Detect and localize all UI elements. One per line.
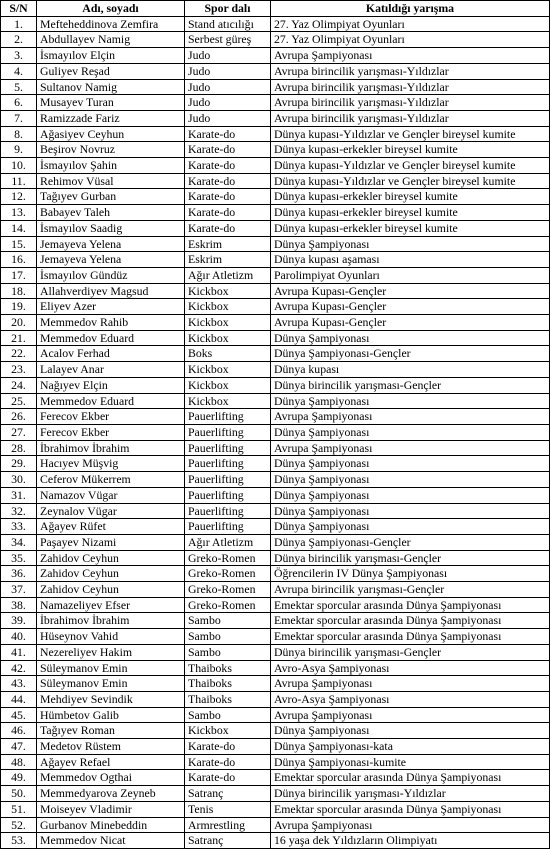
cell-serial-number: 29. — [1, 456, 37, 472]
cell-sport: Armrestling — [185, 817, 271, 833]
cell-sport: Karate-do — [185, 189, 271, 205]
cell-name-surname: Memmedov Eduard — [37, 330, 185, 346]
cell-name-surname: Babayev Taleh — [37, 205, 185, 221]
cell-name-surname: İsmayılov Şahin — [37, 158, 185, 174]
table-row — [1, 283, 550, 299]
table-row — [1, 582, 550, 598]
cell-sport: Thaiboks — [185, 676, 271, 692]
cell-competition: Avrupa Şampiyonası — [271, 676, 550, 692]
cell-competition: Dünya kupası-erkekler bireysel kumite — [271, 205, 550, 221]
cell-competition: Avro-Asya Şampiyonası — [271, 660, 550, 676]
table-row — [1, 16, 550, 32]
cell-name-surname: Ağasiyev Ceyhun — [37, 126, 185, 142]
table-row — [1, 519, 550, 535]
cell-competition: Dünya kupası-Yıldızlar ve Gençler bireysel kumite — [271, 158, 550, 174]
cell-serial-number: 36. — [1, 566, 37, 582]
cell-sport: Greko-Romen — [185, 582, 271, 598]
table-row — [1, 786, 550, 802]
cell-sport: Pauerlifting — [185, 456, 271, 472]
table-row — [1, 691, 550, 707]
cell-name-surname: Musayev Turan — [37, 95, 185, 111]
header-serial-number: S/N — [1, 1, 37, 17]
cell-name-surname: Jemayeva Yelena — [37, 236, 185, 252]
table-row — [1, 597, 550, 613]
cell-competition: Dünya Şampiyonası-kata — [271, 739, 550, 755]
cell-sport: Pauerlifting — [185, 424, 271, 440]
cell-serial-number: 6. — [1, 95, 37, 111]
cell-name-surname: Süleymanov Emin — [37, 660, 185, 676]
cell-sport: Karate-do — [185, 770, 271, 786]
cell-competition: Avrupa birincilik yarışması-Yıldızlar — [271, 110, 550, 126]
cell-sport: Pauerlifting — [185, 487, 271, 503]
cell-name-surname: Tağıyev Gurban — [37, 189, 185, 205]
cell-sport: Karate-do — [185, 220, 271, 236]
table-row — [1, 833, 550, 849]
cell-sport: Kickbox — [185, 723, 271, 739]
cell-serial-number: 10. — [1, 158, 37, 174]
cell-serial-number: 19. — [1, 299, 37, 315]
cell-competition: Avrupa Kupası-Gençler — [271, 283, 550, 299]
table-row — [1, 267, 550, 283]
cell-name-surname: Moiseyev Vladimir — [37, 801, 185, 817]
cell-competition: Dünya Şampiyonası — [271, 519, 550, 535]
cell-serial-number: 40. — [1, 629, 37, 645]
cell-sport: Serbest güreş — [185, 32, 271, 48]
cell-name-surname: İsmayılov Elçin — [37, 48, 185, 64]
cell-serial-number: 15. — [1, 236, 37, 252]
cell-serial-number: 18. — [1, 283, 37, 299]
cell-serial-number: 7. — [1, 110, 37, 126]
cell-sport: Kickbox — [185, 330, 271, 346]
cell-sport: Sambo — [185, 644, 271, 660]
header-competition: Katıldığı yarışma — [271, 1, 550, 17]
table-row — [1, 613, 550, 629]
cell-sport: Pauerlifting — [185, 409, 271, 425]
cell-sport: Pauerlifting — [185, 519, 271, 535]
cell-serial-number: 49. — [1, 770, 37, 786]
cell-competition: Dünya kupası-erkekler bireysel kumite — [271, 142, 550, 158]
table-row — [1, 644, 550, 660]
cell-name-surname: Ferecov Ekber — [37, 409, 185, 425]
table-row — [1, 346, 550, 362]
cell-name-surname: Allahverdiyev Magsud — [37, 283, 185, 299]
cell-name-surname: Hacıyev Müşvig — [37, 456, 185, 472]
cell-sport: Sambo — [185, 613, 271, 629]
cell-sport: Stand atıcılığı — [185, 16, 271, 32]
cell-name-surname: Guliyev Reşad — [37, 63, 185, 79]
table-row — [1, 566, 550, 582]
cell-serial-number: 21. — [1, 330, 37, 346]
table-row — [1, 440, 550, 456]
cell-sport: Sambo — [185, 629, 271, 645]
cell-serial-number: 28. — [1, 440, 37, 456]
cell-competition: Avrupa Şampiyonası — [271, 440, 550, 456]
cell-competition: Emektar sporcular arasında Dünya Şampiyonası — [271, 770, 550, 786]
table-row — [1, 126, 550, 142]
cell-competition: Dünya kupası-erkekler bireysel kumite — [271, 220, 550, 236]
cell-competition: Dünya kupası-Yıldızlar ve Gençler bireysel kumite — [271, 126, 550, 142]
cell-name-surname: Zeynalov Vügar — [37, 503, 185, 519]
cell-serial-number: 25. — [1, 393, 37, 409]
table-row — [1, 754, 550, 770]
cell-serial-number: 2. — [1, 32, 37, 48]
table-row — [1, 723, 550, 739]
table-row — [1, 801, 550, 817]
table-row — [1, 299, 550, 315]
cell-serial-number: 24. — [1, 377, 37, 393]
table-row — [1, 739, 550, 755]
cell-name-surname: Memmedov Rahib — [37, 315, 185, 331]
cell-sport: Karate-do — [185, 205, 271, 221]
table-row — [1, 189, 550, 205]
cell-sport: Judo — [185, 110, 271, 126]
cell-sport: Judo — [185, 48, 271, 64]
cell-sport: Kickbox — [185, 377, 271, 393]
cell-name-surname: Ramizzade Fariz — [37, 110, 185, 126]
cell-serial-number: 46. — [1, 723, 37, 739]
cell-name-surname: İsmayılov Saadig — [37, 220, 185, 236]
cell-competition: Dünya Şampiyonası — [271, 723, 550, 739]
cell-competition: 27. Yaz Olimpiyat Oyunları — [271, 32, 550, 48]
table-body — [1, 16, 550, 848]
table-row — [1, 330, 550, 346]
cell-name-surname: Abdullayev Namig — [37, 32, 185, 48]
cell-competition: Avrupa Şampiyonası — [271, 707, 550, 723]
cell-serial-number: 52. — [1, 817, 37, 833]
cell-competition: Dünya birincilik yarışması-Gençler — [271, 550, 550, 566]
cell-name-surname: Nağıyev Elçin — [37, 377, 185, 393]
cell-competition: Dünya birincilik yarışması-Yıldızlar — [271, 786, 550, 802]
cell-sport: Thaiboks — [185, 660, 271, 676]
cell-competition: Dünya Şampiyonası — [271, 472, 550, 488]
cell-name-surname: Memmedov Nicat — [37, 833, 185, 849]
table-row — [1, 707, 550, 723]
cell-serial-number: 47. — [1, 739, 37, 755]
table-row — [1, 472, 550, 488]
table-row — [1, 205, 550, 221]
cell-sport: Boks — [185, 346, 271, 362]
cell-name-surname: Medetov Rüstem — [37, 739, 185, 755]
cell-competition: 27. Yaz Olimpiyat Oyunları — [271, 16, 550, 32]
cell-serial-number: 11. — [1, 173, 37, 189]
table-row — [1, 48, 550, 64]
cell-name-surname: Zahidov Ceyhun — [37, 582, 185, 598]
cell-competition: Avrupa birincilik yarışması-Yıldızlar — [271, 95, 550, 111]
cell-name-surname: İbrahimov İbrahim — [37, 613, 185, 629]
cell-sport: Judo — [185, 95, 271, 111]
cell-serial-number: 41. — [1, 644, 37, 660]
cell-serial-number: 14. — [1, 220, 37, 236]
cell-sport: Thaiboks — [185, 691, 271, 707]
cell-sport: Satranç — [185, 786, 271, 802]
cell-serial-number: 38. — [1, 597, 37, 613]
cell-name-surname: Lalayev Anar — [37, 362, 185, 378]
table-row — [1, 95, 550, 111]
cell-serial-number: 12. — [1, 189, 37, 205]
cell-name-surname: Paşayev Nizami — [37, 534, 185, 550]
cell-sport: Kickbox — [185, 283, 271, 299]
cell-name-surname: Eliyev Azer — [37, 299, 185, 315]
cell-competition: Dünya kupası-Yıldızlar ve Gençler bireysel kumite — [271, 173, 550, 189]
cell-competition: 16 yaşa dek Yıldızların Olimpiyatı — [271, 833, 550, 849]
cell-sport: Kickbox — [185, 299, 271, 315]
cell-sport: Sambo — [185, 707, 271, 723]
cell-sport: Kickbox — [185, 362, 271, 378]
cell-sport: Karate-do — [185, 158, 271, 174]
cell-name-surname: Ağayev Refael — [37, 754, 185, 770]
cell-competition: Emektar sporcular arasında Dünya Şampiyonası — [271, 597, 550, 613]
cell-name-surname: Jemayeva Yelena — [37, 252, 185, 268]
table-row — [1, 220, 550, 236]
header-row — [1, 1, 550, 17]
cell-serial-number: 27. — [1, 424, 37, 440]
table-row — [1, 362, 550, 378]
cell-serial-number: 9. — [1, 142, 37, 158]
cell-name-surname: Nezereliyev Hakim — [37, 644, 185, 660]
table-row — [1, 817, 550, 833]
cell-name-surname: Hümbetov Galib — [37, 707, 185, 723]
cell-sport: Satranç — [185, 833, 271, 849]
cell-serial-number: 17. — [1, 267, 37, 283]
cell-sport: Karate-do — [185, 754, 271, 770]
cell-name-surname: İbrahimov İbrahim — [37, 440, 185, 456]
cell-serial-number: 37. — [1, 582, 37, 598]
header-sport: Spor dalı — [185, 1, 271, 17]
cell-name-surname: Zahidov Ceyhun — [37, 566, 185, 582]
cell-sport: Greko-Romen — [185, 550, 271, 566]
cell-serial-number: 3. — [1, 48, 37, 64]
cell-competition: Dünya Şampiyonası-Gençler — [271, 534, 550, 550]
cell-competition: Avro-Asya Şampiyonası — [271, 691, 550, 707]
cell-serial-number: 33. — [1, 519, 37, 535]
table-row — [1, 629, 550, 645]
cell-name-surname: Ağayev Rüfet — [37, 519, 185, 535]
cell-serial-number: 5. — [1, 79, 37, 95]
cell-competition: Avrupa Kupası-Gençler — [271, 315, 550, 331]
table-row — [1, 252, 550, 268]
cell-sport: Karate-do — [185, 142, 271, 158]
cell-sport: Ağır Atletizm — [185, 534, 271, 550]
cell-competition: Parolimpiyat Oyunları — [271, 267, 550, 283]
cell-sport: Karate-do — [185, 126, 271, 142]
cell-name-surname: Beşirov Novruz — [37, 142, 185, 158]
cell-competition: Dünya birincilik yarışması-Gençler — [271, 644, 550, 660]
table-header — [1, 1, 550, 17]
cell-serial-number: 53. — [1, 833, 37, 849]
table-row — [1, 503, 550, 519]
cell-sport: Pauerlifting — [185, 440, 271, 456]
cell-serial-number: 31. — [1, 487, 37, 503]
table-row — [1, 236, 550, 252]
cell-sport: Kickbox — [185, 393, 271, 409]
cell-name-surname: Memmedov Eduard — [37, 393, 185, 409]
cell-competition: Avrupa Şampiyonası — [271, 48, 550, 64]
cell-competition: Avrupa birincilik yarışması-Gençler — [271, 582, 550, 598]
cell-name-surname: Ferecov Ekber — [37, 424, 185, 440]
cell-name-surname: Mehdiyev Sevindik — [37, 691, 185, 707]
cell-sport: Greko-Romen — [185, 566, 271, 582]
cell-competition: Dünya kupası aşaması — [271, 252, 550, 268]
cell-serial-number: 23. — [1, 362, 37, 378]
cell-competition: Dünya Şampiyonası — [271, 487, 550, 503]
cell-serial-number: 30. — [1, 472, 37, 488]
cell-name-surname: Memmedyarova Zeyneb — [37, 786, 185, 802]
table-row — [1, 456, 550, 472]
table-row — [1, 424, 550, 440]
cell-sport: Judo — [185, 79, 271, 95]
cell-name-surname: Namazeliyev Efser — [37, 597, 185, 613]
cell-sport: Pauerlifting — [185, 472, 271, 488]
table-row — [1, 676, 550, 692]
cell-serial-number: 20. — [1, 315, 37, 331]
cell-serial-number: 22. — [1, 346, 37, 362]
cell-serial-number: 42. — [1, 660, 37, 676]
cell-name-surname: Süleymanov Emin — [37, 676, 185, 692]
cell-sport: Greko-Romen — [185, 597, 271, 613]
cell-sport: Ağır Atletizm — [185, 267, 271, 283]
cell-sport: Karate-do — [185, 739, 271, 755]
cell-name-surname: Mefteheddinova Zemfira — [37, 16, 185, 32]
cell-serial-number: 51. — [1, 801, 37, 817]
cell-competition: Avrupa Kupası-Gençler — [271, 299, 550, 315]
cell-serial-number: 34. — [1, 534, 37, 550]
cell-sport: Judo — [185, 63, 271, 79]
cell-serial-number: 1. — [1, 16, 37, 32]
cell-competition: Avrupa Şampiyonası — [271, 409, 550, 425]
cell-competition: Dünya Şampiyonası — [271, 456, 550, 472]
cell-name-surname: İsmayılov Gündüz — [37, 267, 185, 283]
cell-competition: Öğrencilerin IV Dünya Şampiyonası — [271, 566, 550, 582]
cell-serial-number: 13. — [1, 205, 37, 221]
cell-competition: Dünya Şampiyonası — [271, 503, 550, 519]
cell-serial-number: 35. — [1, 550, 37, 566]
cell-sport: Kickbox — [185, 315, 271, 331]
cell-competition: Emektar sporcular arasında Dünya Şampiyonası — [271, 801, 550, 817]
table-row — [1, 770, 550, 786]
cell-competition: Dünya Şampiyonası — [271, 330, 550, 346]
cell-competition: Emektar sporcular arasında Dünya Şampiyonası — [271, 629, 550, 645]
cell-serial-number: 45. — [1, 707, 37, 723]
cell-name-surname: Acalov Ferhad — [37, 346, 185, 362]
table-row — [1, 173, 550, 189]
cell-sport: Pauerlifting — [185, 503, 271, 519]
cell-serial-number: 44. — [1, 691, 37, 707]
cell-name-surname: Rehimov Vüsal — [37, 173, 185, 189]
cell-competition: Dünya Şampiyonası — [271, 236, 550, 252]
table-row — [1, 110, 550, 126]
cell-name-surname: Sultanov Namig — [37, 79, 185, 95]
cell-competition: Dünya kupası-erkekler bireysel kumite — [271, 189, 550, 205]
cell-serial-number: 32. — [1, 503, 37, 519]
cell-competition: Dünya Şampiyonası — [271, 393, 550, 409]
cell-serial-number: 43. — [1, 676, 37, 692]
cell-name-surname: Zahidov Ceyhun — [37, 550, 185, 566]
cell-sport: Eskrim — [185, 236, 271, 252]
cell-serial-number: 50. — [1, 786, 37, 802]
table-row — [1, 393, 550, 409]
table-row — [1, 409, 550, 425]
cell-sport: Tenis — [185, 801, 271, 817]
header-name-surname: Adı, soyadı — [37, 1, 185, 17]
cell-name-surname: Gurbanov Minebeddin — [37, 817, 185, 833]
cell-serial-number: 8. — [1, 126, 37, 142]
table-row — [1, 550, 550, 566]
table-row — [1, 32, 550, 48]
table-row — [1, 315, 550, 331]
cell-name-surname: Hüseynov Vahid — [37, 629, 185, 645]
cell-name-surname: Ceferov Mükerrem — [37, 472, 185, 488]
table-row — [1, 487, 550, 503]
table-row — [1, 377, 550, 393]
cell-competition: Dünya birincilik yarışması-Gençler — [271, 377, 550, 393]
table-row — [1, 660, 550, 676]
cell-name-surname: Namazov Vügar — [37, 487, 185, 503]
cell-name-surname: Tağıyev Roman — [37, 723, 185, 739]
cell-competition: Dünya Şampiyonası — [271, 424, 550, 440]
cell-competition: Avrupa birincilik yarışması-Yıldızlar — [271, 79, 550, 95]
cell-serial-number: 39. — [1, 613, 37, 629]
cell-serial-number: 26. — [1, 409, 37, 425]
cell-competition: Dünya kupası — [271, 362, 550, 378]
cell-serial-number: 16. — [1, 252, 37, 268]
table-row — [1, 142, 550, 158]
cell-competition: Avrupa birincilik yarışması-Yıldızlar — [271, 63, 550, 79]
cell-serial-number: 4. — [1, 63, 37, 79]
table-row — [1, 79, 550, 95]
cell-competition: Dünya Şampiyonası-kumite — [271, 754, 550, 770]
cell-competition: Avrupa Şampiyonası — [271, 817, 550, 833]
table-row — [1, 63, 550, 79]
cell-name-surname: Memmedov Ogthai — [37, 770, 185, 786]
cell-sport: Karate-do — [185, 173, 271, 189]
table-row — [1, 534, 550, 550]
table-row — [1, 158, 550, 174]
cell-sport: Eskrim — [185, 252, 271, 268]
cell-competition: Emektar sporcular arasında Dünya Şampiyonası — [271, 613, 550, 629]
cell-competition: Dünya Şampiyonası-Gençler — [271, 346, 550, 362]
cell-serial-number: 48. — [1, 754, 37, 770]
